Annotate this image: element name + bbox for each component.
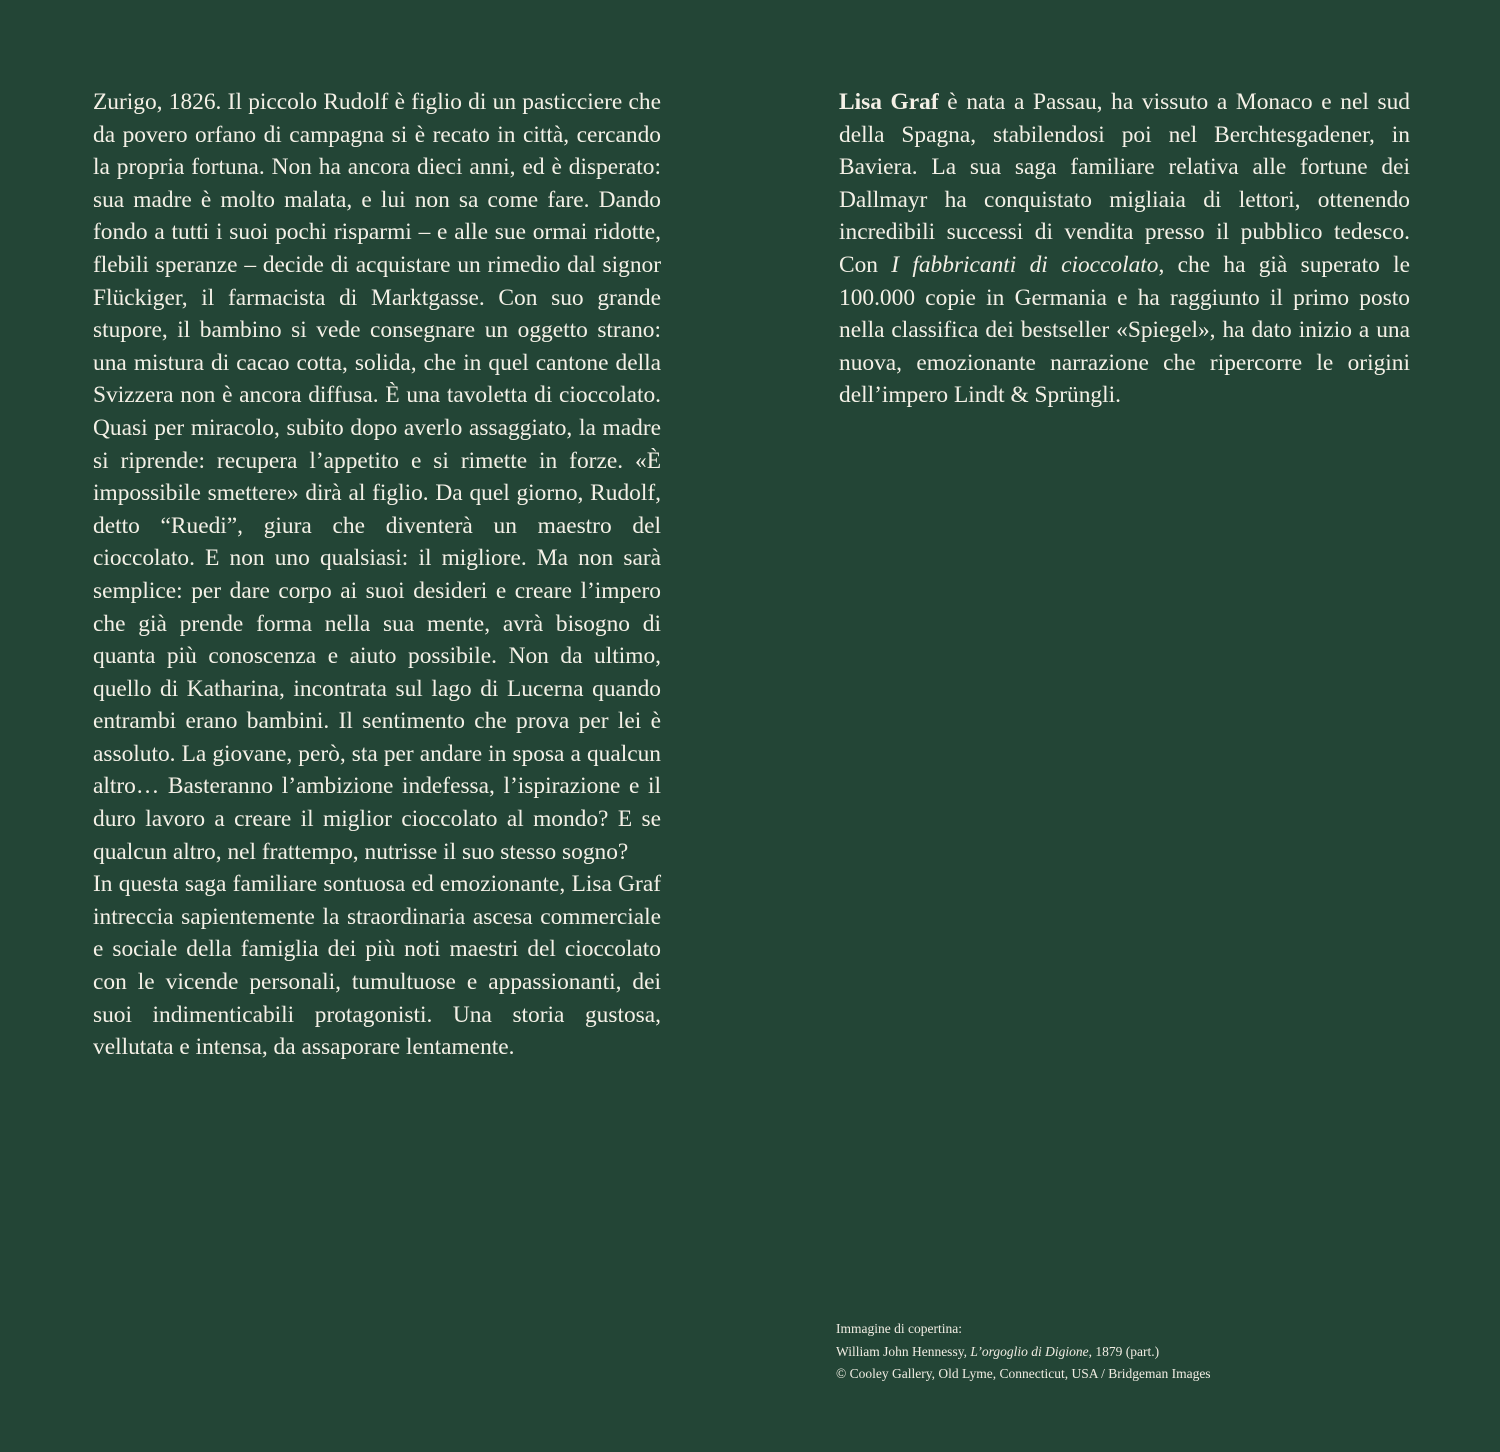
book-title: I fabbricanti di cioccolato [891,251,1159,278]
credits-copyright: © Cooley Gallery, Old Lyme, Connecticut, USA / Bridgeman Images [836,1366,1211,1381]
author-bio-column [839,86,1410,412]
credits-heading: Immagine di copertina: [836,1321,962,1336]
credits-artwork-title: L’orgoglio di Digione [970,1343,1089,1359]
synopsis-column [93,86,661,1064]
cover-image-credits [836,1318,1396,1386]
credits-artist: William John Hennessy, [836,1343,971,1359]
author-bio-text: è nata a Passau, ha vissuto a Monaco e nel sud della Spagna, stabilendosi poi nel Berchtesgadener, in Baviera. La sua saga familiare relativa alle fortune dei Dallmayr ha conquistato migliaia di lettori, ottenendo incredibili successi di vendita presso il pubblico tedesco. Con [839,89,1410,278]
credits-year: , 1879 (part.) [1088,1343,1160,1359]
synopsis-paragraph: Zurigo, 1826. Il piccolo Rudolf è figlio di un pasticciere che da povero orfano di campagna si è recato in città, cercando la propria fortuna. Non ha ancora dieci anni, ed è disperato: sua madre è molto malata, e lui non sa come fare. Dando fondo a tutti i suoi pochi risparmi – e alle sue ormai ridotte, flebili speranze – decide di acquistare un rimedio dal signor Flückiger, il farmacista di Marktgasse. Con suo grande stupore, il bambino si vede consegnare un oggetto strano: una mistura di cacao cotta, solida, che in quel cantone della Svizzera non è ancora diffusa. È una tavoletta di cioccolato. Quasi per miracolo, subito dopo averlo assaggiato, la madre si riprende: recupera l’appetito e si rimette in forze. «È impossibile smettere» dirà al figlio. Da quel giorno, Rudolf, detto “Ruedi”, giura che diventerà un maestro del cioccolato. E non uno qualsiasi: il migliore. Ma non sarà semplice: per dare corpo ai suoi desideri e creare l’impero che già prende forma nella sua mente, avrà bisogno di quanta più conoscenza e aiuto possibile. Non da ultimo, quello di Katharina, incontrata sul lago di Lucerna quando entrambi erano bambini. Il sentimento che prova per lei è assoluto. La giovane, però, sta per andare in sposa a qualcun altro… Basteranno l’ambizione indefessa, l’ispirazione e il duro lavoro a creare il miglior cioccolato al mondo? E se qualcun altro, nel frattempo, nutrisse il suo stesso sogno? [93,89,661,865]
credits-artwork-line [836,1341,1396,1364]
author-name: Lisa Graf [839,89,939,115]
synopsis-paragraph: In questa saga familiare sontuosa ed emozionante, Lisa Graf intreccia sapientemente la straordinaria ascesa commerciale e sociale della famiglia dei più noti maestri del cioccolato con le vicende personali, tumultuose e appassionanti, dei suoi indimenticabili protagonisti. Una storia gustosa, vellutata e intensa, da assaporare lentamente. [93,871,661,1061]
author-bio-text: , che ha già superato le 100.000 copie in Germania e ha raggiunto il primo posto nella classifica dei bestseller «Spiegel», ha dato inizio a una nuova, emozionante narrazione che ripercorre le origini dell’impero Lindt & Sprüngli. [839,251,1410,409]
author-bio-paragraph [839,86,1410,412]
